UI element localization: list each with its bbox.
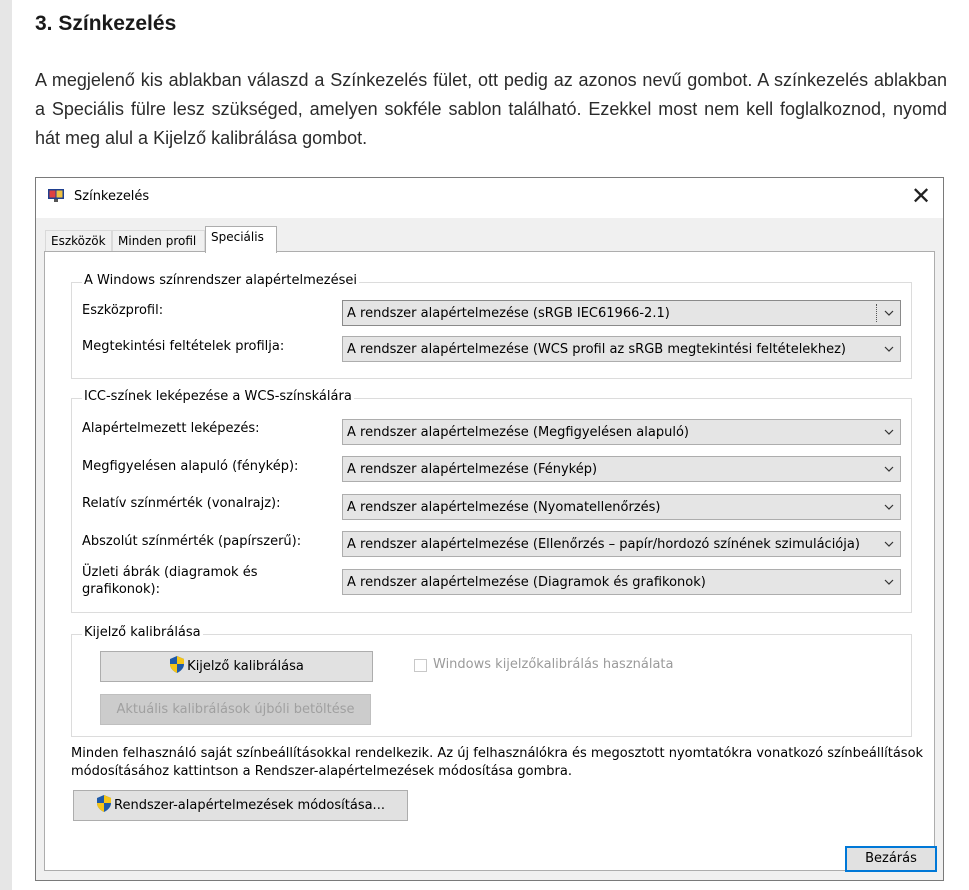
close-window-button[interactable]: ✕ [910,182,932,210]
dropdown-value: A rendszer alapértelmezése (sRGB IEC61966-2.1) [347,306,670,321]
chevron-down-icon [884,309,894,317]
device-profile-dropdown[interactable] [342,300,901,326]
icc-mapping-group [71,389,912,613]
chevron-down-icon [884,503,894,511]
viewing-conditions-dropdown[interactable] [342,336,901,362]
change-system-defaults-button[interactable] [73,790,408,821]
reload-calibrations-button[interactable]: Aktuális kalibrálások újbóli betöltése [100,694,371,725]
uac-shield-icon [96,795,112,812]
chevron-down-icon [884,578,894,586]
windows-calibration-label: Windows kijelzőkalibrálás használata [433,657,674,672]
group-title: Kijelző kalibrálása [84,625,201,640]
dropdown-divider [876,304,878,322]
device-profile-label: Eszközprofil: [82,303,164,318]
uac-shield-icon [169,656,185,673]
windows-calibration-checkbox[interactable] [414,659,427,672]
tab-advanced[interactable]: Speciális [205,226,277,253]
dropdown-value: A rendszer alapértelmezése (Ellenőrzés – papír/hordozó színének szimulációja) [347,537,860,552]
dropdown-value: A rendszer alapértelmezése (Megfigyelésen alapuló) [347,425,689,440]
business-graphics-dropdown[interactable] [342,569,901,595]
page-left-margin [0,0,12,890]
info-text-line2: módosításához kattintson a Rendszer-alapértelmezések módosítása gombra. [71,764,572,779]
perceptual-dropdown[interactable] [342,456,901,482]
chevron-down-icon [884,540,894,548]
title-bar [36,178,943,218]
close-button[interactable]: Bezárás [845,846,937,872]
info-text-line1: Minden felhasználó saját színbeállításokkal rendelkezik. Az új felhasználókra és megosztott nyomtatókra vonatkozó színbeállítások [71,746,924,761]
dropdown-value: A rendszer alapértelmezése (Nyomatellenőrzés) [347,500,661,515]
windows-defaults-group [71,273,912,379]
relative-colorimetric-label: Relatív színmérték (vonalrajz): [82,496,281,511]
business-graphics-label-line2: grafikonok): [82,582,160,597]
chevron-down-icon [884,428,894,436]
default-rendering-label: Alapértelmezett leképezés: [82,421,260,436]
display-calibration-group [71,625,912,737]
dropdown-value: A rendszer alapértelmezése (Fénykép) [347,462,598,477]
dropdown-value: A rendszer alapértelmezése (Diagramok és grafikonok) [347,575,706,590]
tab-devices[interactable]: Eszközök [45,230,112,252]
perceptual-label: Megfigyelésen alapuló (fénykép): [82,459,299,474]
calibrate-display-button[interactable] [100,651,373,682]
change-system-defaults-label: Rendszer-alapértelmezések módosítása... [114,798,385,813]
color-management-dialog [35,177,944,881]
advanced-tab-panel [44,251,935,871]
relative-colorimetric-dropdown[interactable] [342,494,901,520]
viewing-conditions-label: Megtekintési feltételek profilja: [82,339,285,354]
window-title: Színkezelés [74,189,150,204]
absolute-colorimetric-label: Abszolút színmérték (papírszerű): [82,534,302,549]
monitor-color-icon [48,189,64,202]
group-title: ICC-színek leképezése a WCS-színskálára [84,389,352,404]
calibrate-display-label: Kijelző kalibrálása [187,659,304,674]
article-heading: 3. Színkezelés [35,12,177,35]
article-paragraph: A megjelenő kis ablakban válaszd a Színkezelés fület, ott pedig az azonos nevű gombot. A színkezelés ablakban a Speciális fülre lesz szükséged, amelyen sokféle sablon található. Ezekkel most nem kell foglalkoznod, nyomd hát meg alul a Kijelző kalibrálása gombot. [35,70,947,148]
business-graphics-label-line1: Üzleti ábrák (diagramok és [82,565,258,580]
dropdown-value: A rendszer alapértelmezése (WCS profil az sRGB megtekintési feltételekhez) [347,342,846,357]
tab-all-profiles[interactable]: Minden profil [112,230,205,252]
group-title: A Windows színrendszer alapértelmezései [84,273,357,288]
default-rendering-dropdown[interactable] [342,419,901,445]
chevron-down-icon [884,345,894,353]
chevron-down-icon [884,465,894,473]
absolute-colorimetric-dropdown[interactable] [342,531,901,557]
